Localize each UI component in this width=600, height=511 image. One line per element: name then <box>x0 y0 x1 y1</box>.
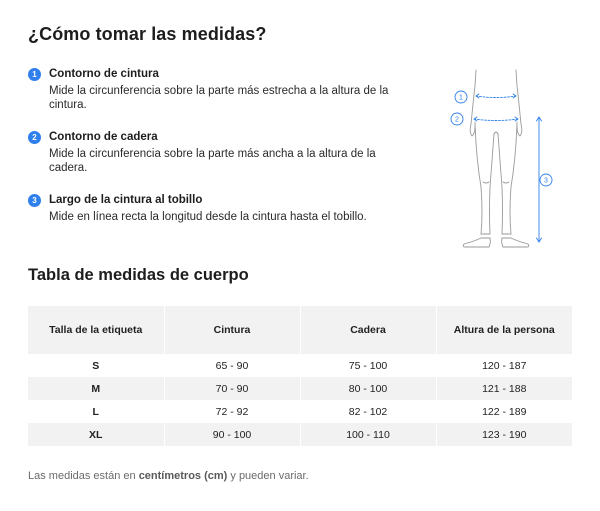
cell-height: 122 - 189 <box>436 400 572 423</box>
marker-3 <box>540 174 552 186</box>
step-number-badge: 3 <box>28 194 41 207</box>
cell-size: XL <box>28 423 164 446</box>
step-number-badge: 1 <box>28 68 41 81</box>
cell-waist: 70 - 90 <box>164 377 300 400</box>
measure-steps <box>28 67 408 224</box>
page-title: ¿Cómo tomar las medidas? <box>28 24 267 44</box>
cell-hip: 100 - 110 <box>300 423 436 446</box>
cell-waist: 90 - 100 <box>164 423 300 446</box>
svg-text:2: 2 <box>455 116 459 124</box>
svg-text:3: 3 <box>544 177 548 185</box>
table-header-row <box>28 306 572 354</box>
legs-outline-icon <box>463 70 529 247</box>
header-height: Altura de la persona <box>436 306 572 354</box>
cell-size: S <box>28 354 164 377</box>
cell-height: 121 - 188 <box>436 377 572 400</box>
step-hip <box>28 130 408 175</box>
size-table <box>28 306 572 446</box>
step-waist <box>28 67 408 112</box>
step-title: Largo de la cintura al tobillo <box>49 194 203 206</box>
note-units: centímetros (cm) <box>138 470 228 482</box>
cell-hip: 75 - 100 <box>300 354 436 377</box>
cell-height: 123 - 190 <box>436 423 572 446</box>
svg-text:1: 1 <box>459 94 463 102</box>
cell-height: 120 - 187 <box>436 354 572 377</box>
note-suffix: y pueden variar. <box>227 470 309 482</box>
step-number-badge: 2 <box>28 131 41 144</box>
step-description: Mide en línea recta la longitud desde la cintura hasta el tobillo. <box>49 211 367 223</box>
step-waist-to-ankle <box>28 193 408 224</box>
table-row <box>28 377 572 400</box>
cell-size: M <box>28 377 164 400</box>
header-waist: Cintura <box>164 306 300 354</box>
body-outline-illustration <box>445 62 565 252</box>
marker-2 <box>451 113 463 125</box>
body-measurement-figure <box>445 62 565 252</box>
marker-1 <box>455 91 467 103</box>
step-description: Mide la circunferencia sobre la parte más estrecha a la altura de la cintura. <box>49 85 389 111</box>
note-prefix: Las medidas están en <box>28 470 139 482</box>
step-title: Contorno de cadera <box>49 131 158 143</box>
step-title: Contorno de cintura <box>49 68 159 80</box>
measurement-lines <box>474 94 542 242</box>
cell-size: L <box>28 400 164 423</box>
table-row <box>28 423 572 446</box>
cell-waist: 72 - 92 <box>164 400 300 423</box>
units-note <box>28 470 309 482</box>
header-hip: Cadera <box>300 306 436 354</box>
cell-hip: 82 - 102 <box>300 400 436 423</box>
cell-waist: 65 - 90 <box>164 354 300 377</box>
size-table-title: Tabla de medidas de cuerpo <box>28 266 249 284</box>
step-description: Mide la circunferencia sobre la parte más ancha a la altura de la cadera. <box>49 148 376 174</box>
header-size-label: Talla de la etiqueta <box>28 306 164 354</box>
table-row <box>28 400 572 423</box>
cell-hip: 80 - 100 <box>300 377 436 400</box>
table-row <box>28 354 572 377</box>
